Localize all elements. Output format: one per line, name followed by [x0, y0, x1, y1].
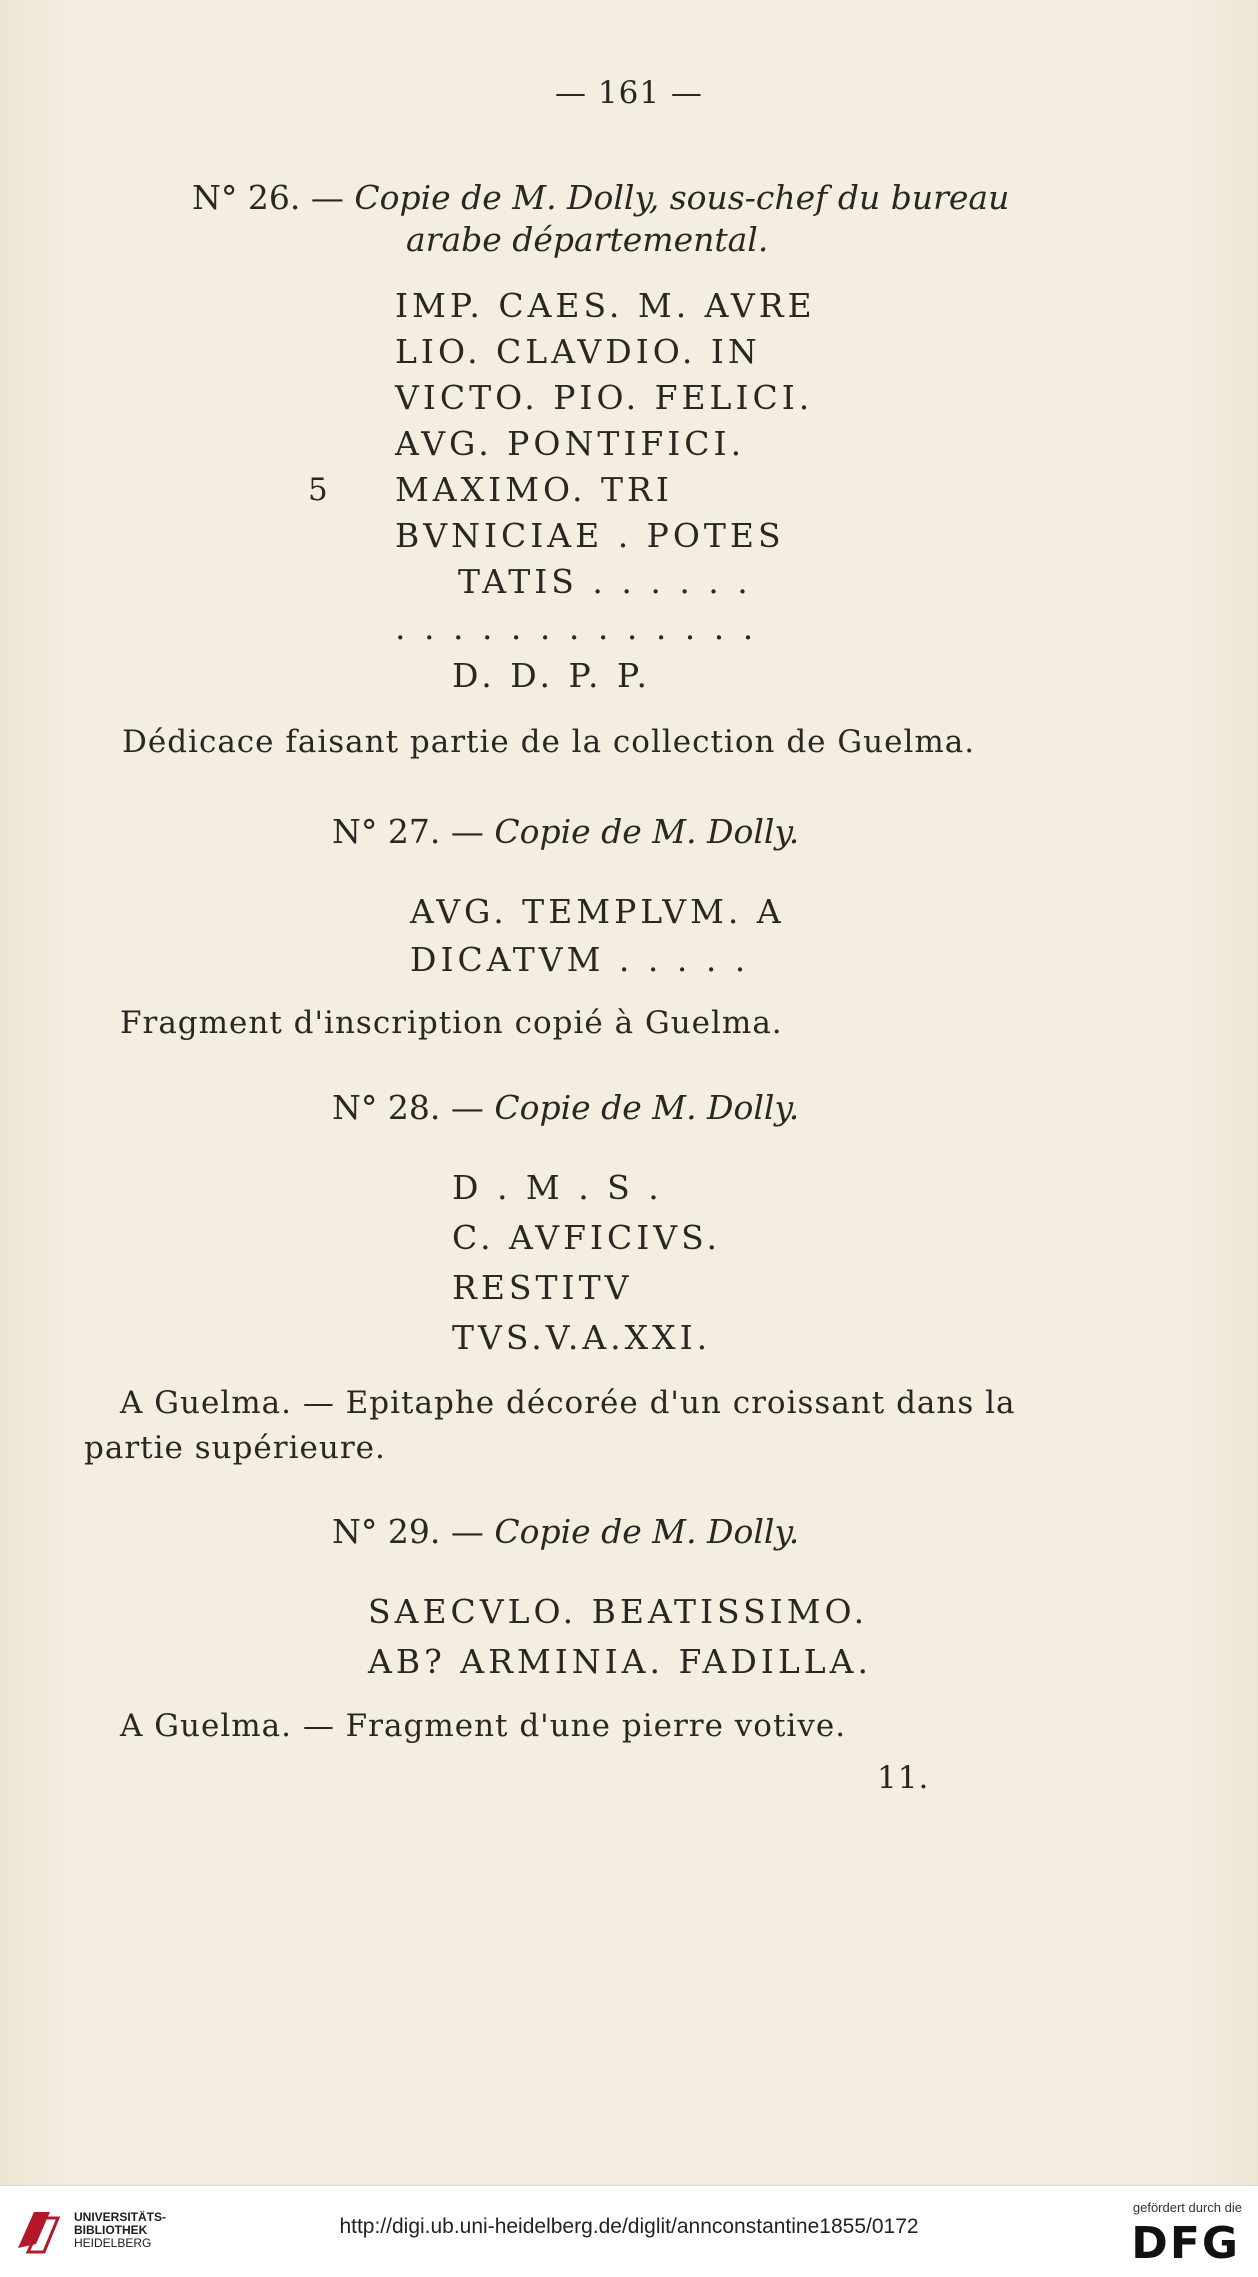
funding-note: gefördert durch die — [1132, 2200, 1242, 2215]
library-name: UNIVERSITÄTS- BIBLIOTHEK HEIDELBERG — [74, 2210, 167, 2250]
inscription-line: BVNICIAE . POTES — [395, 516, 785, 555]
inscription-line: DICATVM . . . . . — [410, 940, 750, 979]
inscription-line: RESTITV — [452, 1268, 633, 1307]
inscription-line: AVG. PONTIFICI. — [395, 424, 746, 463]
entry-28-note-cont: partie supérieure. — [84, 1430, 386, 1466]
entry-26-copy-credit: Copie de M. Dolly, sous-chef du bureau — [354, 178, 1010, 217]
inscription-line: LIO. CLAVDIO. IN — [395, 332, 761, 371]
inscription-line: IMP. CAES. M. AVRE — [395, 286, 816, 325]
entry-27-number: N° 27. — — [332, 812, 495, 851]
inscription-line: TVS.V.A.XXI. — [452, 1318, 712, 1357]
inscription-line: VICTO. PIO. FELICI. — [395, 378, 814, 417]
entry-28-copy-credit: Copie de M. Dolly. — [494, 1088, 800, 1127]
page-number: — 161 — — [555, 75, 703, 111]
footer-bar — [0, 2185, 1258, 2277]
entry-28-number: N° 28. — — [332, 1088, 495, 1127]
inscription-line: TATIS . . . . . . — [458, 562, 752, 601]
entry-26-copy-credit-cont: arabe départemental. — [406, 220, 769, 259]
entry-28-note: A Guelma. — Epitaphe décorée d'un croissant dans la — [120, 1385, 1016, 1421]
entry-29-heading — [332, 1512, 799, 1551]
inscription-line: D . M . S . — [452, 1168, 663, 1207]
entry-26-note: Dédicace faisant partie de la collection de Guelma. — [122, 724, 976, 760]
entry-29-copy-credit: Copie de M. Dolly. — [494, 1512, 800, 1551]
inscription-line: AVG. TEMPLVM. A — [410, 892, 785, 931]
entry-29-note: A Guelma. — Fragment d'une pierre votive. — [120, 1708, 847, 1744]
inscription-line: D. D. P. P. — [452, 656, 652, 695]
inscription-line: MAXIMO. TRI — [395, 470, 673, 509]
entry-27-copy-credit: Copie de M. Dolly. — [494, 812, 800, 851]
entry-27-note: Fragment d'inscription copié à Guelma. — [120, 1005, 783, 1041]
inscription-line: AB? ARMINIA. FADILLA. — [368, 1642, 872, 1681]
permalink-url[interactable]: http://digi.ub.uni-heidelberg.de/diglit/annconstantine1855/0172 — [339, 2215, 919, 2238]
entry-27-heading — [332, 812, 799, 851]
inscription-line: C. AVFICIVS. — [452, 1218, 722, 1257]
entry-26-heading — [192, 178, 1009, 217]
entry-26-number: N° 26. — — [192, 178, 355, 217]
signature-mark: 11. — [877, 1760, 930, 1796]
inscription-line: SAECVLO. BEATISSIMO. — [368, 1592, 869, 1631]
line-number-marker: 5 — [308, 472, 328, 508]
entry-29-number: N° 29. — — [332, 1512, 495, 1551]
entry-28-heading — [332, 1088, 799, 1127]
inscription-line: . . . . . . . . . . . . . — [395, 608, 758, 647]
dfg-logo: DFG — [1131, 2218, 1240, 2269]
